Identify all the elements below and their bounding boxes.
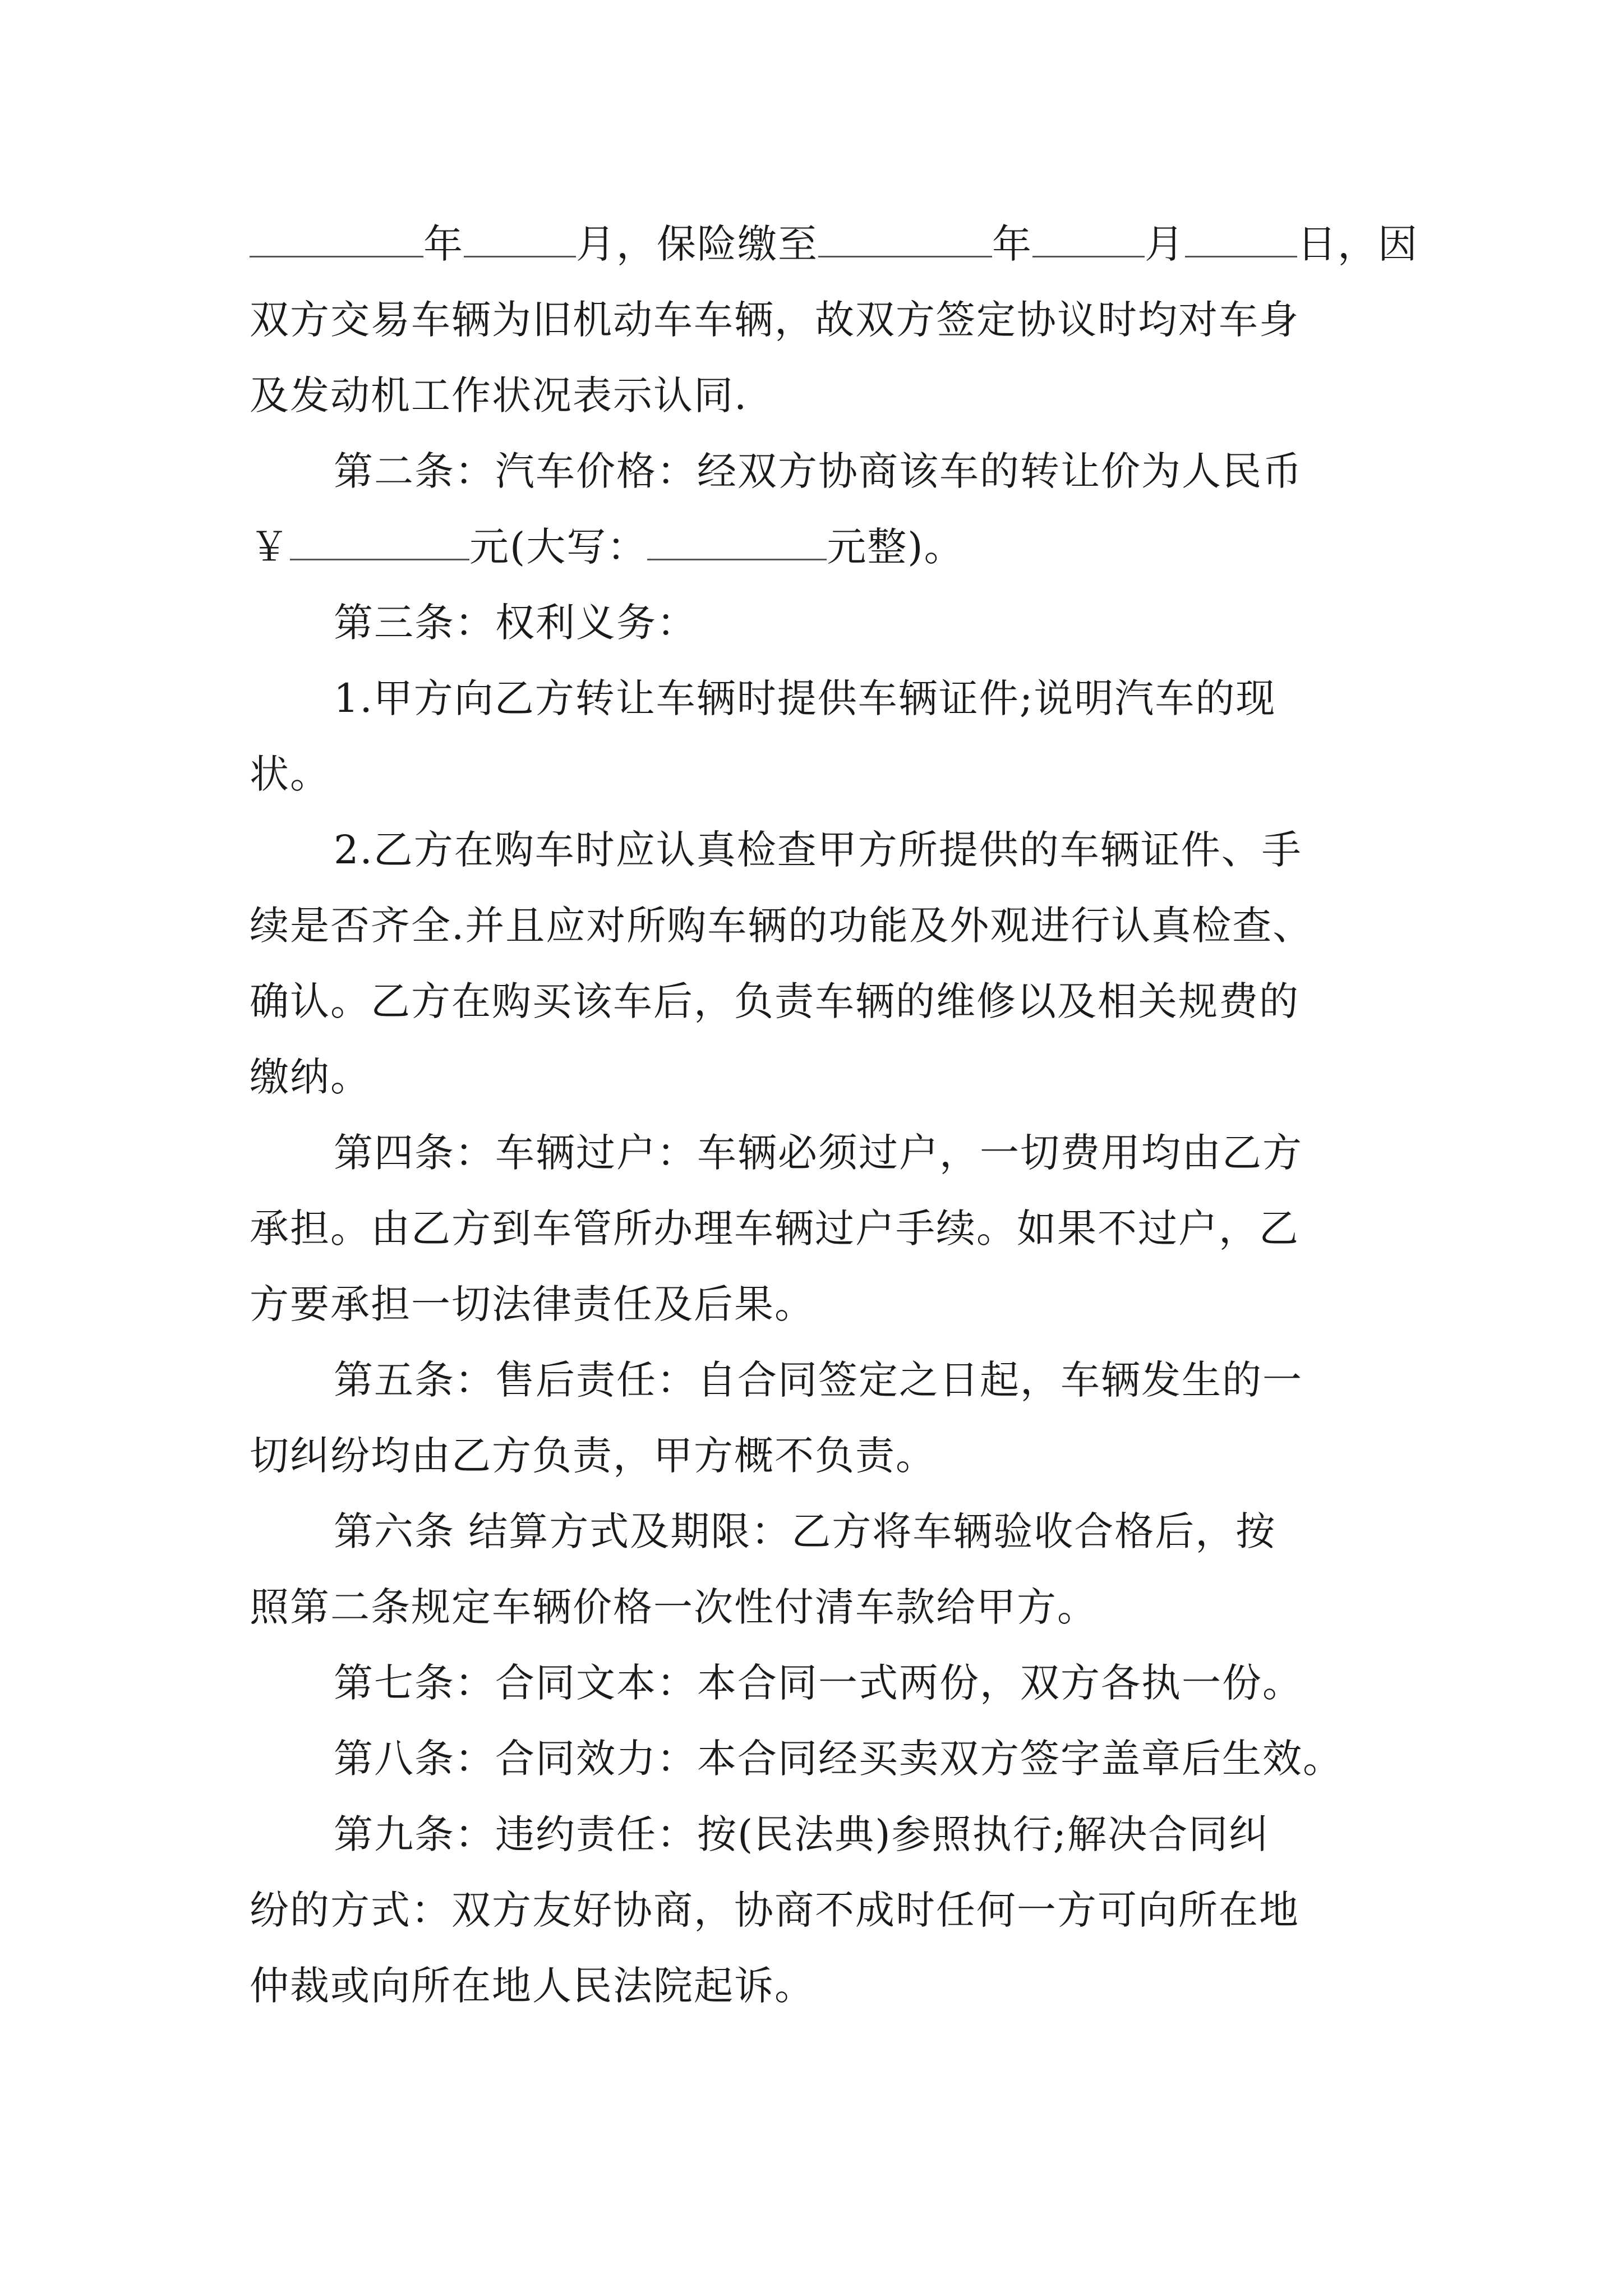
text-line: 仲裁或向所在地人民法院起诉。	[250, 1963, 815, 2009]
clause-3-heading: 第三条：权利义务：	[334, 600, 697, 646]
yuan-symbol: ￥	[250, 524, 290, 570]
text-line: 2.乙方在购车时应认真检查甲方所提供的车辆证件、手	[334, 827, 1302, 873]
clause-6-heading: 第六条 结算方式及期限：乙方将车辆验收合格后，按	[334, 1508, 1276, 1554]
text-line: 缴纳。	[250, 1054, 371, 1100]
text-line: 纷的方式：双方友好协商，协商不成时任何一方可向所在地	[250, 1887, 1299, 1933]
blank-year-1	[250, 221, 423, 257]
text-line: 续是否齐全.并且应对所购车辆的功能及外观进行认真检查、	[250, 903, 1313, 949]
text-line: 方要承担一切法律责任及后果。	[250, 1281, 815, 1327]
text-fragment: 元(大写：	[469, 524, 648, 570]
blank-month-1	[464, 221, 576, 257]
blank-day-2	[1185, 221, 1297, 257]
text-line: 及发动机工作状况表示认同.	[250, 372, 748, 418]
text-fragment: 元整)。	[827, 524, 965, 570]
clause-5-heading: 第五条：售后责任：自合同签定之日起，车辆发生的一	[334, 1357, 1303, 1403]
text-line-insurance-dates	[250, 216, 1418, 272]
clause-8-heading: 第八条：合同效力：本合同经买卖双方签字盖章后生效。	[334, 1736, 1343, 1782]
text-line: 确认。乙方在购买该车后，负责车辆的维修以及相关规费的	[250, 978, 1299, 1024]
text-fragment: 日，因	[1297, 221, 1418, 267]
text-line-price	[250, 519, 1394, 575]
text-line: 1.甲方向乙方转让车辆时提供车辆证件;说明汽车的现	[334, 675, 1276, 721]
text-fragment: 年	[992, 221, 1032, 267]
clause-9-heading: 第九条：违约责任：按(民法典)参照执行;解决合同纠	[334, 1811, 1270, 1857]
text-line: 状。	[250, 751, 330, 797]
clause-4-heading: 第四条：车辆过户：车辆必须过户，一切费用均由乙方	[334, 1130, 1303, 1176]
blank-price-words	[647, 524, 827, 560]
text-line: 切纠纷均由乙方负责，甲方概不负责。	[250, 1433, 936, 1479]
text-line: 承担。由乙方到车管所办理车辆过户手续。如果不过户，乙	[250, 1205, 1299, 1251]
clause-2-heading: 第二条：汽车价格：经双方协商该车的转让价为人民币	[334, 448, 1303, 494]
blank-month-2	[1032, 221, 1145, 257]
text-fragment: 月	[1145, 221, 1185, 267]
text-line: 双方交易车辆为旧机动车车辆，故双方签定协议时均对车身	[250, 297, 1299, 343]
text-fragment: 月，保险缴至	[576, 221, 818, 267]
text-fragment: 年	[423, 221, 464, 267]
blank-price-numeric	[290, 524, 469, 560]
blank-year-2	[818, 221, 992, 257]
clause-7-heading: 第七条：合同文本：本合同一式两份，双方各执一份。	[334, 1660, 1303, 1706]
text-line: 照第二条规定车辆价格一次性付清车款给甲方。	[250, 1584, 1098, 1630]
